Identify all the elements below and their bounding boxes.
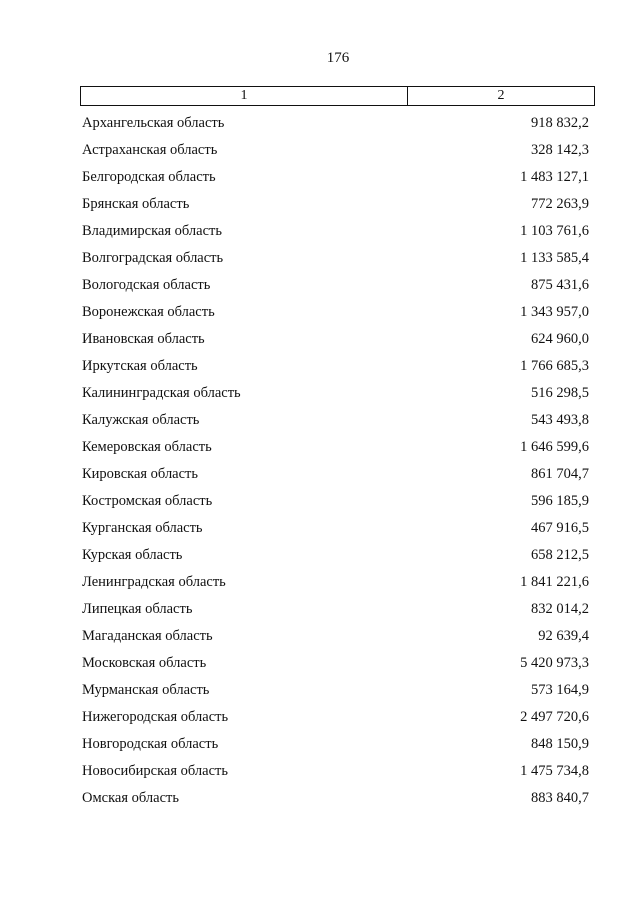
- table-row: [80, 110, 595, 137]
- table-row: [80, 488, 595, 515]
- region-value: 467 916,5: [531, 520, 589, 536]
- region-value: 832 014,2: [531, 601, 589, 617]
- table-row: [80, 191, 595, 218]
- region-name: Волгоградская область: [82, 250, 224, 266]
- table-row: [80, 380, 595, 407]
- region-value: 658 212,5: [531, 547, 589, 563]
- region-value: 1 103 761,6: [520, 223, 589, 239]
- table-row: [80, 704, 595, 731]
- region-value: 543 493,8: [531, 412, 589, 428]
- table-row: [80, 650, 595, 677]
- table-row: [80, 407, 595, 434]
- region-name: Брянская область: [82, 196, 190, 212]
- region-value: 573 164,9: [531, 682, 589, 698]
- region-name: Ивановская область: [82, 331, 205, 347]
- region-name: Астраханская область: [82, 142, 218, 158]
- region-name: Курганская область: [82, 520, 203, 536]
- region-name: Калужская область: [82, 412, 200, 428]
- table-row: [80, 542, 595, 569]
- region-value: 2 497 720,6: [520, 709, 589, 725]
- region-name: Воронежская область: [82, 304, 215, 320]
- table-row: [80, 137, 595, 164]
- region-value: 624 960,0: [531, 331, 589, 347]
- table-header: [80, 86, 595, 106]
- region-name: Владимирская область: [82, 223, 222, 239]
- region-value: 1 475 734,8: [520, 763, 589, 779]
- region-value: 848 150,9: [531, 736, 589, 752]
- region-value: 596 185,9: [531, 493, 589, 509]
- region-name: Курская область: [82, 547, 183, 563]
- region-value: 918 832,2: [531, 115, 589, 131]
- region-value: 1 133 585,4: [520, 250, 589, 266]
- table-row: [80, 326, 595, 353]
- region-value: 1 646 599,6: [520, 439, 589, 455]
- table-row: [80, 785, 595, 812]
- table-row: [80, 353, 595, 380]
- region-name: Московская область: [82, 655, 207, 671]
- region-value: 328 142,3: [531, 142, 589, 158]
- table-body: [80, 110, 595, 812]
- table-row: [80, 758, 595, 785]
- region-name: Иркутская область: [82, 358, 198, 374]
- region-name: Ленинградская область: [82, 574, 226, 590]
- region-value: 5 420 973,3: [520, 655, 589, 671]
- table-row: [80, 461, 595, 488]
- region-name: Нижегородская область: [82, 709, 229, 725]
- region-name: Вологодская область: [82, 277, 211, 293]
- table-row: [80, 596, 595, 623]
- region-value: 875 431,6: [531, 277, 589, 293]
- header-column-1: 1: [81, 87, 408, 105]
- region-name: Новгородская область: [82, 736, 219, 752]
- region-name: Костромская область: [82, 493, 213, 509]
- region-name: Магаданская область: [82, 628, 213, 644]
- region-name: Белгородская область: [82, 169, 216, 185]
- table-row: [80, 623, 595, 650]
- table-row: [80, 569, 595, 596]
- table-row: [80, 218, 595, 245]
- table-row: [80, 434, 595, 461]
- region-value: 861 704,7: [531, 466, 589, 482]
- region-value: 516 298,5: [531, 385, 589, 401]
- region-name: Омская область: [82, 790, 179, 806]
- table-row: [80, 272, 595, 299]
- region-value: 1 483 127,1: [520, 169, 589, 185]
- region-name: Липецкая область: [82, 601, 193, 617]
- region-value: 92 639,4: [538, 628, 589, 644]
- table-row: [80, 299, 595, 326]
- table-row: [80, 515, 595, 542]
- region-name: Новосибирская область: [82, 763, 228, 779]
- region-name: Архангельская область: [82, 115, 225, 131]
- region-value: 1 841 221,6: [520, 574, 589, 590]
- page-number: 176: [326, 50, 350, 66]
- region-name: Кировская область: [82, 466, 199, 482]
- region-name: Калининградская область: [82, 385, 241, 401]
- table-row: [80, 164, 595, 191]
- table-row: [80, 731, 595, 758]
- region-name: Кемеровская область: [82, 439, 212, 455]
- table-row: [80, 677, 595, 704]
- region-value: 772 263,9: [531, 196, 589, 212]
- region-value: 1 343 957,0: [520, 304, 589, 320]
- header-column-2: 2: [497, 88, 505, 103]
- region-value: 883 840,7: [531, 790, 589, 806]
- region-value: 1 766 685,3: [520, 358, 589, 374]
- region-name: Мурманская область: [82, 682, 210, 698]
- table-row: [80, 245, 595, 272]
